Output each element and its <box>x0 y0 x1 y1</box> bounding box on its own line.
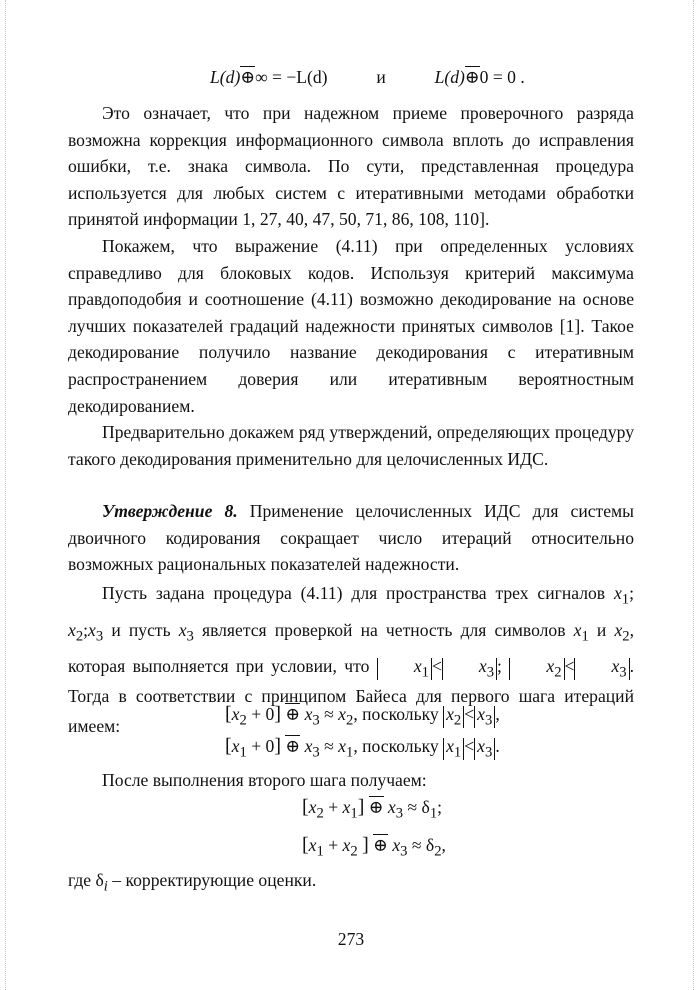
formula-top: L(d)⊕∞ = −L(d) и L(d)⊕0 = 0 . <box>210 67 525 87</box>
paragraph-corrective-estimates: где $\delta_i$ – корректирующие оценки. <box>68 870 317 895</box>
statement-8-text: Применение целочисленных ИДС для системы двоичного кодирования сокращает число итераций относительно возможных рациональных показателей надежности. <box>68 501 634 575</box>
right-page-edge <box>693 0 694 990</box>
paragraph-reliable-reception: Это означает, что при надежном приеме проверочного разряда возможна коррекция информационного символа вплоть до исправления ошибки, т.е. знака символа. По сути, представленная процедура используется для любых систем с итеративными методами обработки принятой информации 1, 27, 40, 47, 50, 71, 86, 108, 110]. <box>68 103 634 230</box>
paragraph-statement-8 <box>68 498 634 578</box>
formula-step1-b: $[x_1 + 0]$ ⊕ $x_3 \approx x_1$, поскольку $x_1 < x_3$ . <box>225 735 500 761</box>
formula-step1-a: $[x_2 + 0]$ ⊕ $x_3 \approx x_2$, поскольку $x_2 < x_3$ , <box>225 703 500 729</box>
paragraph-second-step: После выполнения второго шага получаем: <box>102 770 427 790</box>
left-page-edge <box>5 0 6 990</box>
formula-step2-b: [$x_1 + x_2$ ] ⊕ $x_3 \approx \delta_2$, <box>302 834 446 860</box>
page-number: 273 <box>337 929 365 949</box>
document-page <box>68 0 634 990</box>
paragraph-three-signals: Пусть задана процедура (4.11) для пространства трех сигналов $x_1$; $x_2;x_3$ и пусть $x_3$ является проверкой на четность для символов $x_1$ и $x_2$, которая выполняется при условии, что $x_1 < x_3$ ; $x_2 < x_3$ . Тогда в соответствии с принципом Байеса для первого шага итераций имеем: <box>68 583 635 737</box>
formula-step2-a: $[x_2 + x_1]$ ⊕ $x_3 \approx \delta_1$; <box>302 796 443 822</box>
paragraph-block-codes: Покажем, что выражение (4.11) при определенных условиях справедливо для блоковых кодов. Используя критерий максимума правдоподобия и соотношение (4.11) возможно декодирование на основе лучших показателей градаций надежности принятых символов [1]. Такое декодирование получило название декодирования с итеративным распространением доверия или итеративным вероятностным декодированием. <box>68 236 634 416</box>
paragraph-preliminary: Предварительно докажем ряд утверждений, определяющих процедуру такого декодирования применительно для целочисленных ИДС. <box>68 422 634 469</box>
statement-8-label: Утверждение 8. <box>102 501 238 521</box>
